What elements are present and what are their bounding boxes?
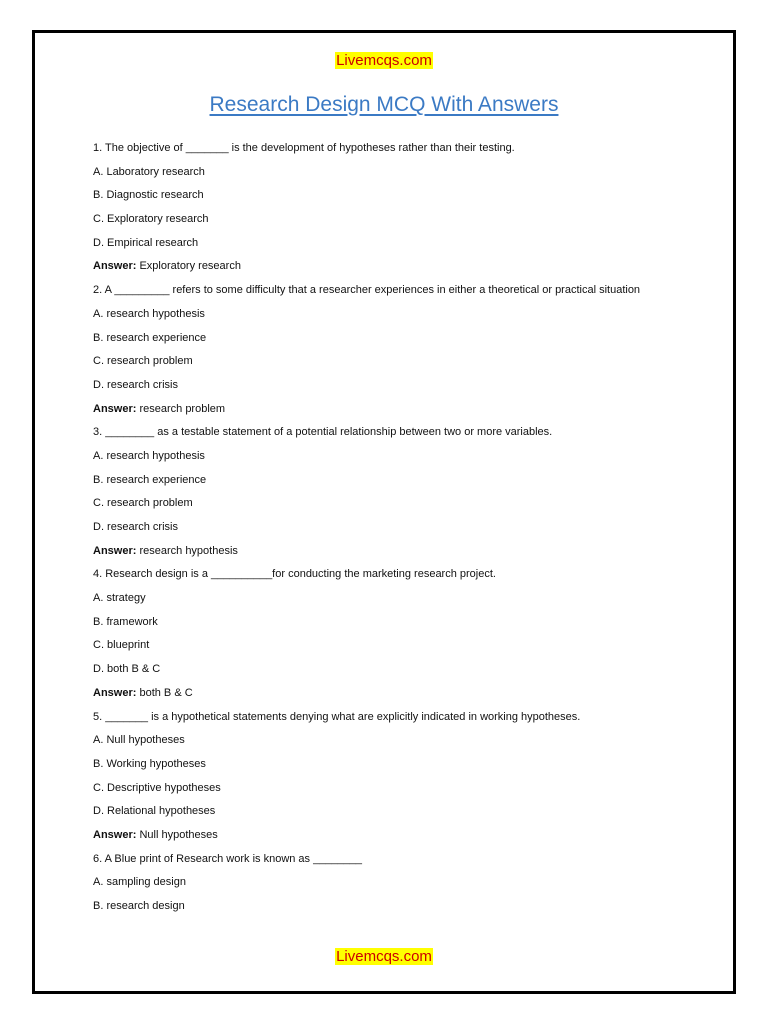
answer-value: Exploratory research [136,260,241,273]
answer-label: Answer: [93,402,137,415]
answer-line [93,828,693,843]
answer-label: Answer: [93,686,137,699]
option-item: C. research problem [93,355,193,368]
option-item: D. research crisis [93,378,178,391]
site-footer-link[interactable]: Livemcqs.com [336,948,432,965]
answer-line [93,402,693,417]
option-item: A. sampling design [93,876,186,889]
answer-value: research hypothesis [136,544,238,557]
answer-label: Answer: [93,828,137,841]
question-list [93,141,693,923]
option-item: B. Diagnostic research [93,189,204,202]
option-item: D. both B & C [93,663,161,676]
answer-line [93,686,693,701]
option-item: C. research problem [93,497,193,510]
option-item: A. research hypothesis [93,307,205,320]
question-text: 1. The objective of _______ is the development of hypotheses rather than their testing. [93,142,515,154]
answer-label: Answer: [93,260,137,273]
option-item: A. Laboratory research [93,165,205,178]
question-text: 2. A _________ refers to some difficulty that a researcher experiences in either a theoretical or practical situation [93,284,641,297]
option-item: A. Null hypotheses [93,734,185,747]
question-text: 5. _______ is a hypothetical statements denying what are explicitly indicated in working hypotheses. [93,710,581,723]
option-item: B. framework [93,615,158,628]
option-item: D. Relational hypotheses [93,805,216,818]
site-header-link[interactable]: Livemcqs.com [336,52,432,69]
option-item: B. Working hypotheses [93,757,206,770]
page-title: Research Design MCQ With Answers [209,93,559,116]
question-text: 6. A Blue print of Research work is known as ________ [93,852,363,865]
option-item: A. research hypothesis [93,449,205,462]
option-item: C. Exploratory research [93,213,209,226]
answer-line [93,544,693,559]
site-footer [35,947,733,967]
option-item: A. strategy [93,592,146,605]
answer-value: both B & C [136,686,193,699]
option-item: C. Descriptive hypotheses [93,781,221,794]
option-item: D. research crisis [93,521,178,533]
option-item: D. Empirical research [93,236,199,249]
answer-value: research problem [136,402,226,415]
question-text: 4. Research design is a __________for conducting the marketing research project. [93,568,496,581]
page-frame [32,30,736,994]
site-header [35,51,733,71]
option-item: B. research experience [93,331,207,344]
answer-label: Answer: [93,544,137,557]
answer-value: Null hypotheses [136,828,218,841]
question-text: 3. ________ as a testable statement of a potential relationship between two or more variables. [93,426,553,439]
option-item: B. research design [93,900,185,912]
answer-line [93,259,693,274]
option-item: C. blueprint [93,639,150,652]
option-item: B. research experience [93,473,207,486]
